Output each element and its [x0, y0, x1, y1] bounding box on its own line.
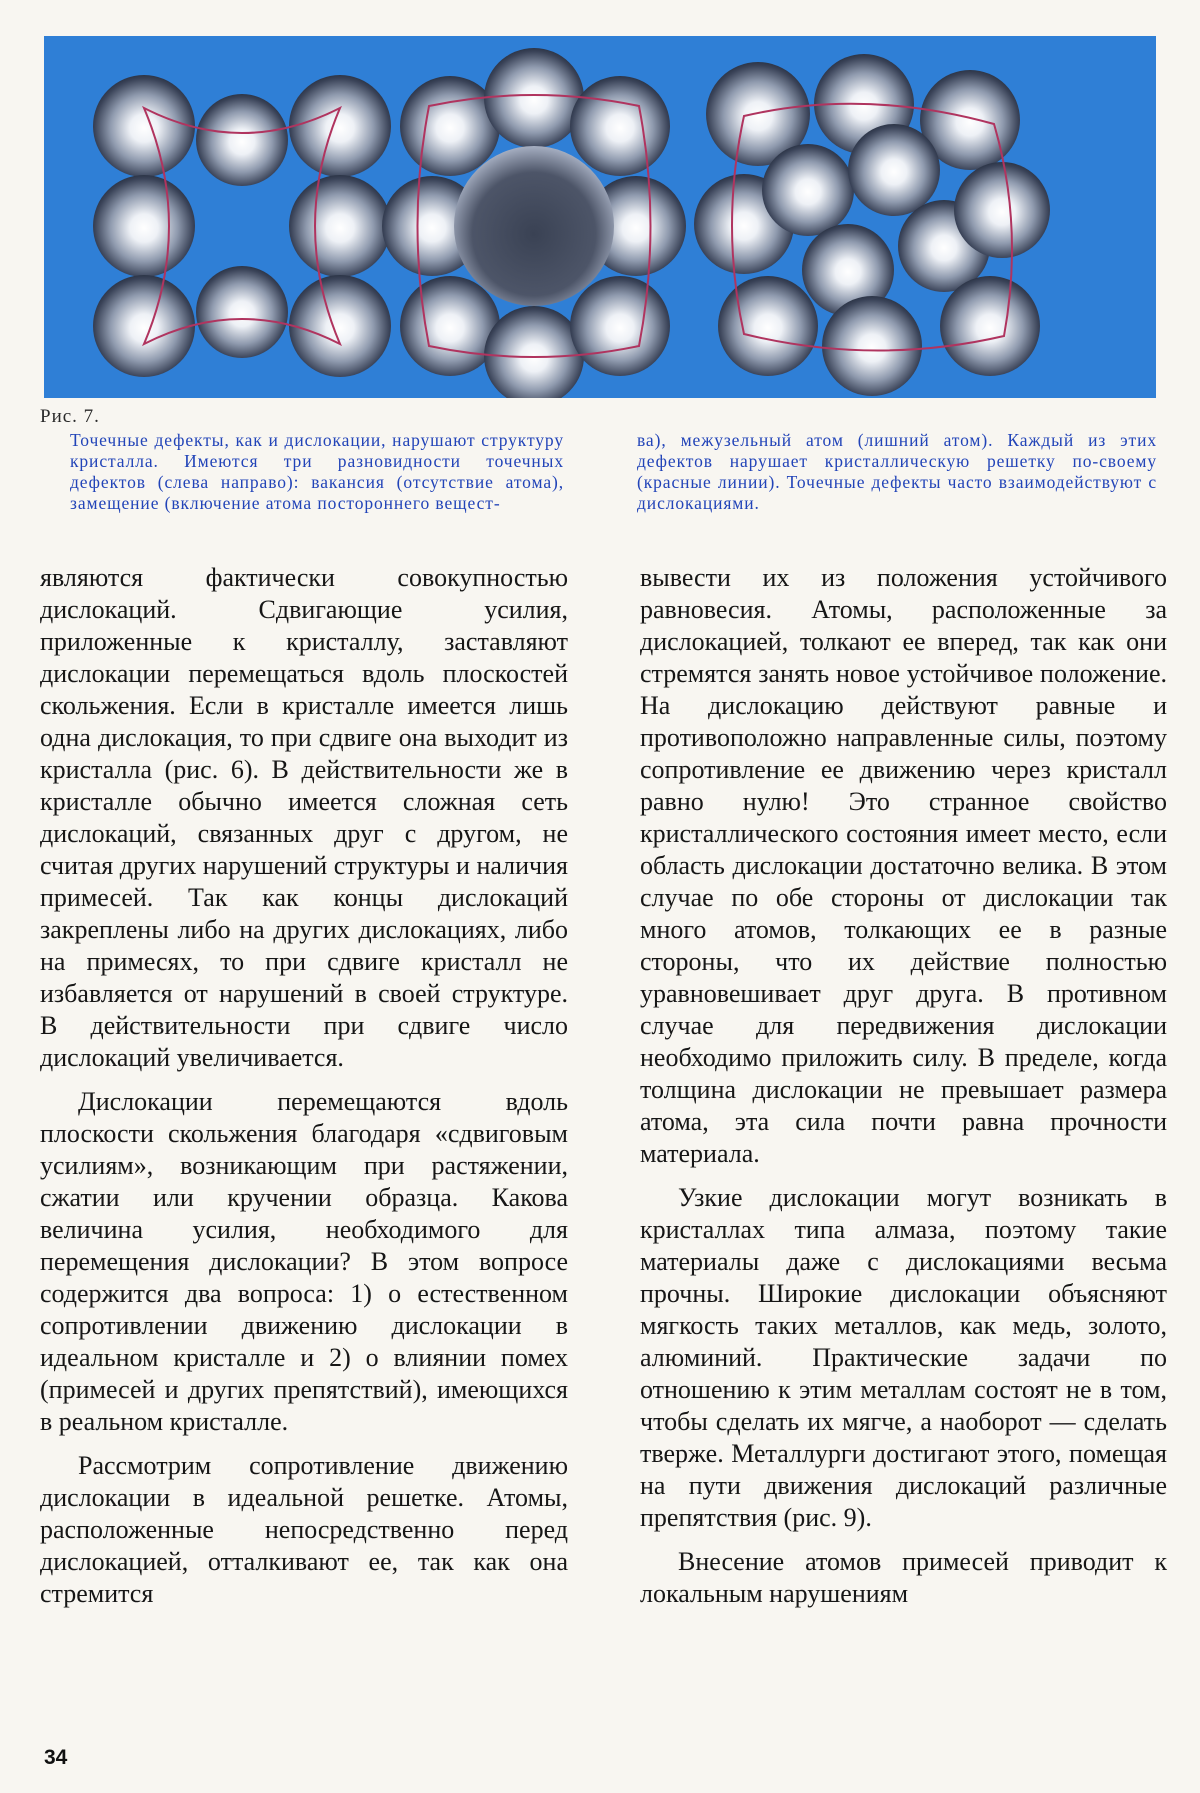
- atom: [196, 94, 288, 186]
- atom: [196, 266, 288, 358]
- atom: [940, 276, 1040, 376]
- atom: [718, 276, 818, 376]
- paragraph: Внесение атомов примесей приводит к локальным нарушениям: [640, 1547, 1167, 1608]
- body-column-right: [640, 562, 1167, 1610]
- atom: [289, 175, 391, 277]
- paragraph: Узкие дислокации могут возникать в кристаллах типа алмаза, поэтому такие материалы даже с дислокациями весьма прочны. Широкие дислокации объясняют мягкость таких металлов, как медь, золото, алюминий. Практические задачи по отношению к этим металлам состоят не в том, чтобы сделать их мягче, а наоборот — сделать тверже. Металлурги достигают этого, помещая на пути движения дислокаций различные препятствия (рис. 9).: [640, 1183, 1167, 1532]
- impurity-atom: [454, 146, 614, 306]
- atom: [93, 75, 195, 177]
- atom: [954, 162, 1050, 258]
- atom: [570, 276, 670, 376]
- figure-caption-right: ва), межузельный атом (лишний атом). Каждый из этих дефектов нарушает кристаллическую решетку по-своему (красные линии). Точечные дефекты часто взаимодействуют с дислокациями.: [637, 430, 1157, 513]
- atom: [289, 275, 391, 377]
- paragraph: вывести их из положения устойчивого равновесия. Атомы, расположенные за дислокацией, толкают ее вперед, так как они стремятся занять новое устойчивое положение. На дислокацию действуют равные и противоположно направленные силы, поэтому сопротивление ее движению через кристалл равно нулю! Это странное свойство кристаллического состояния имеет место, если область дислокации достаточно велика. В этом случае по обе стороны от дислокации так много атомов, толкающих ее в разные стороны, что их действие полностью уравновешивает друг друга. В противном случае для передвижения дислокации необходимо приложить силу. В пределе, когда толщина дислокации не превышает размера атома, эта сила почти равна прочности материала.: [640, 563, 1167, 1168]
- atom: [762, 144, 854, 236]
- atom: [484, 48, 584, 148]
- body-column-left: [40, 562, 568, 1610]
- atom: [848, 124, 940, 216]
- paragraph: являются фактически совокупностью дислокаций. Сдвигающие усилия, приложенные к кристаллу, заставляют дислокации перемещаться вдоль плоскостей скольжения. Если в кристалле имеется лишь одна дислокация, то при сдвиге она выходит из кристалла (рис. 6). В действительности же в кристалле обычно имеется сложная сеть дислокаций, связанных друг с другом, не считая других нарушений структуры и наличия примесей. Так как концы дислокаций закреплены либо на других дислокациях, либо на примесях, то при сдвиге кристалл не избавляется от нарушений в своей структуре. В действительности при сдвиге число дислокаций увеличивается.: [40, 563, 568, 1072]
- figure-label: Рис. 7.: [40, 406, 100, 427]
- paragraph: Рассмотрим сопротивление движению дислокации в идеальной решетке. Атомы, расположенные непосредственно перед дислокацией, отталкивают ее, так как она стремится: [40, 1451, 568, 1608]
- figure-caption-left: Точечные дефекты, как и дислокации, нарушают структуру кристалла. Имеются три разновидности точечных дефектов (слева направо): вакансия (отсутствие атома), замещение (включение атома постороннего вещест-: [70, 430, 564, 513]
- atom: [822, 296, 922, 396]
- atom: [570, 76, 670, 176]
- atom: [289, 75, 391, 177]
- panel-substitution: [382, 48, 686, 398]
- page-number: 34: [44, 1746, 68, 1769]
- figure-point-defects: [44, 36, 1156, 398]
- atom: [93, 175, 195, 277]
- panel-interstitial: [694, 54, 1050, 396]
- crystal-defects-illustration: [44, 36, 1156, 398]
- atom: [93, 275, 195, 377]
- paragraph: Дислокации перемещаются вдоль плоскости скольжения благодаря «сдвиговым усилиям», возникающим при растяжении, сжатии или кручении образца. Какова величина усилия, необходимого для перемещения дислокации? В этом вопросе содержится два вопроса: 1) о естественном сопротивлении движению дислокации в идеальном кристалле и 2) о влиянии помех (примесей и других препятствий), имеющихся в реальном кристалле.: [40, 1087, 568, 1436]
- panel-vacancy: [93, 75, 391, 377]
